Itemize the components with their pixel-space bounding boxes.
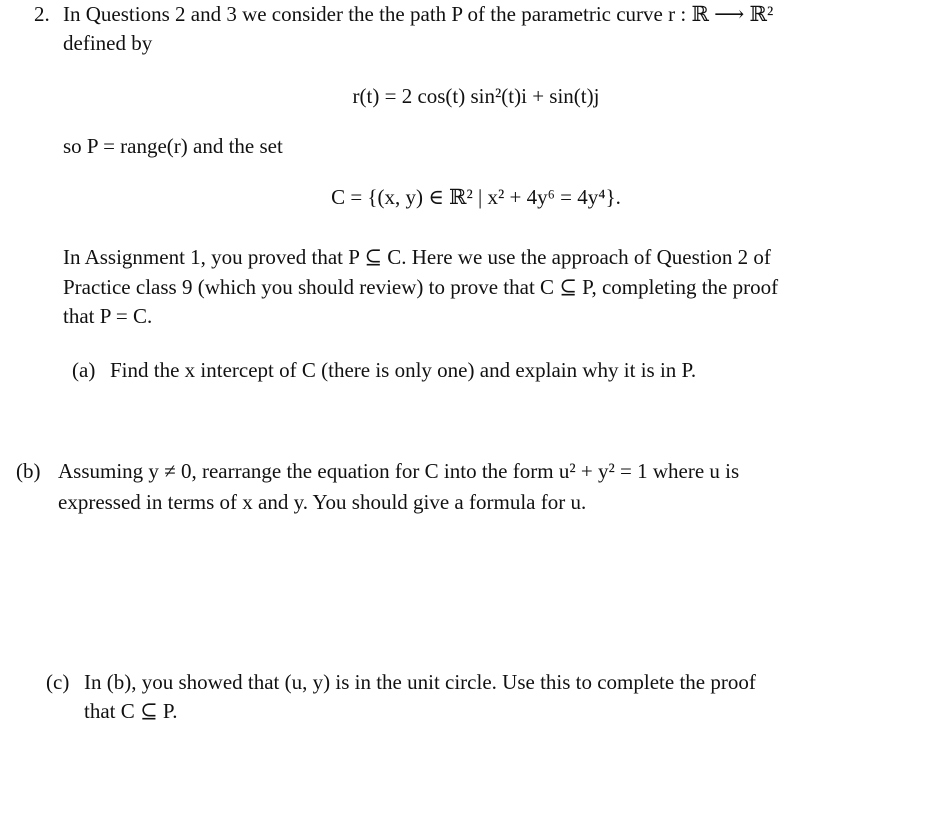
part-a-label: (a) xyxy=(72,358,96,382)
part-b-text-line-2: expressed in terms of x and y. You should give a formula for u. xyxy=(58,490,587,514)
equation-c: C = {(x, y) ∈ ℝ² | x² + 4y⁶ = 4y⁴}. xyxy=(331,185,621,209)
part-c-text-line-1: In (b), you showed that (u, y) is in the unit circle. Use this to complete the proof xyxy=(84,670,756,694)
intro-line-2: defined by xyxy=(63,31,153,55)
paragraph-line-3: that P = C. xyxy=(63,304,153,328)
part-c-label: (c) xyxy=(46,670,70,694)
paragraph-line-2: Practice class 9 (which you should review) to prove that C ⊆ P, completing the proof xyxy=(63,275,779,299)
so-line: so P = range(r) and the set xyxy=(63,134,283,158)
part-b-text-line-1: Assuming y ≠ 0, rearrange the equation for C into the form u² + y² = 1 where u is xyxy=(58,459,740,483)
paragraph-line-1: In Assignment 1, you proved that P ⊆ C. Here we use the approach of Question 2 of xyxy=(63,245,771,269)
question-number: 2. xyxy=(34,2,50,26)
part-b-label: (b) xyxy=(16,459,41,483)
intro-line-1: In Questions 2 and 3 we consider the the path P of the parametric curve r : ℝ ⟶ ℝ² xyxy=(63,2,774,26)
part-a-text: Find the x intercept of C (there is only one) and explain why it is in P. xyxy=(110,358,697,382)
equation-r: r(t) = 2 cos(t) sin²(t)i + sin(t)j xyxy=(352,84,600,108)
part-c-text-line-2: that C ⊆ P. xyxy=(84,699,178,723)
